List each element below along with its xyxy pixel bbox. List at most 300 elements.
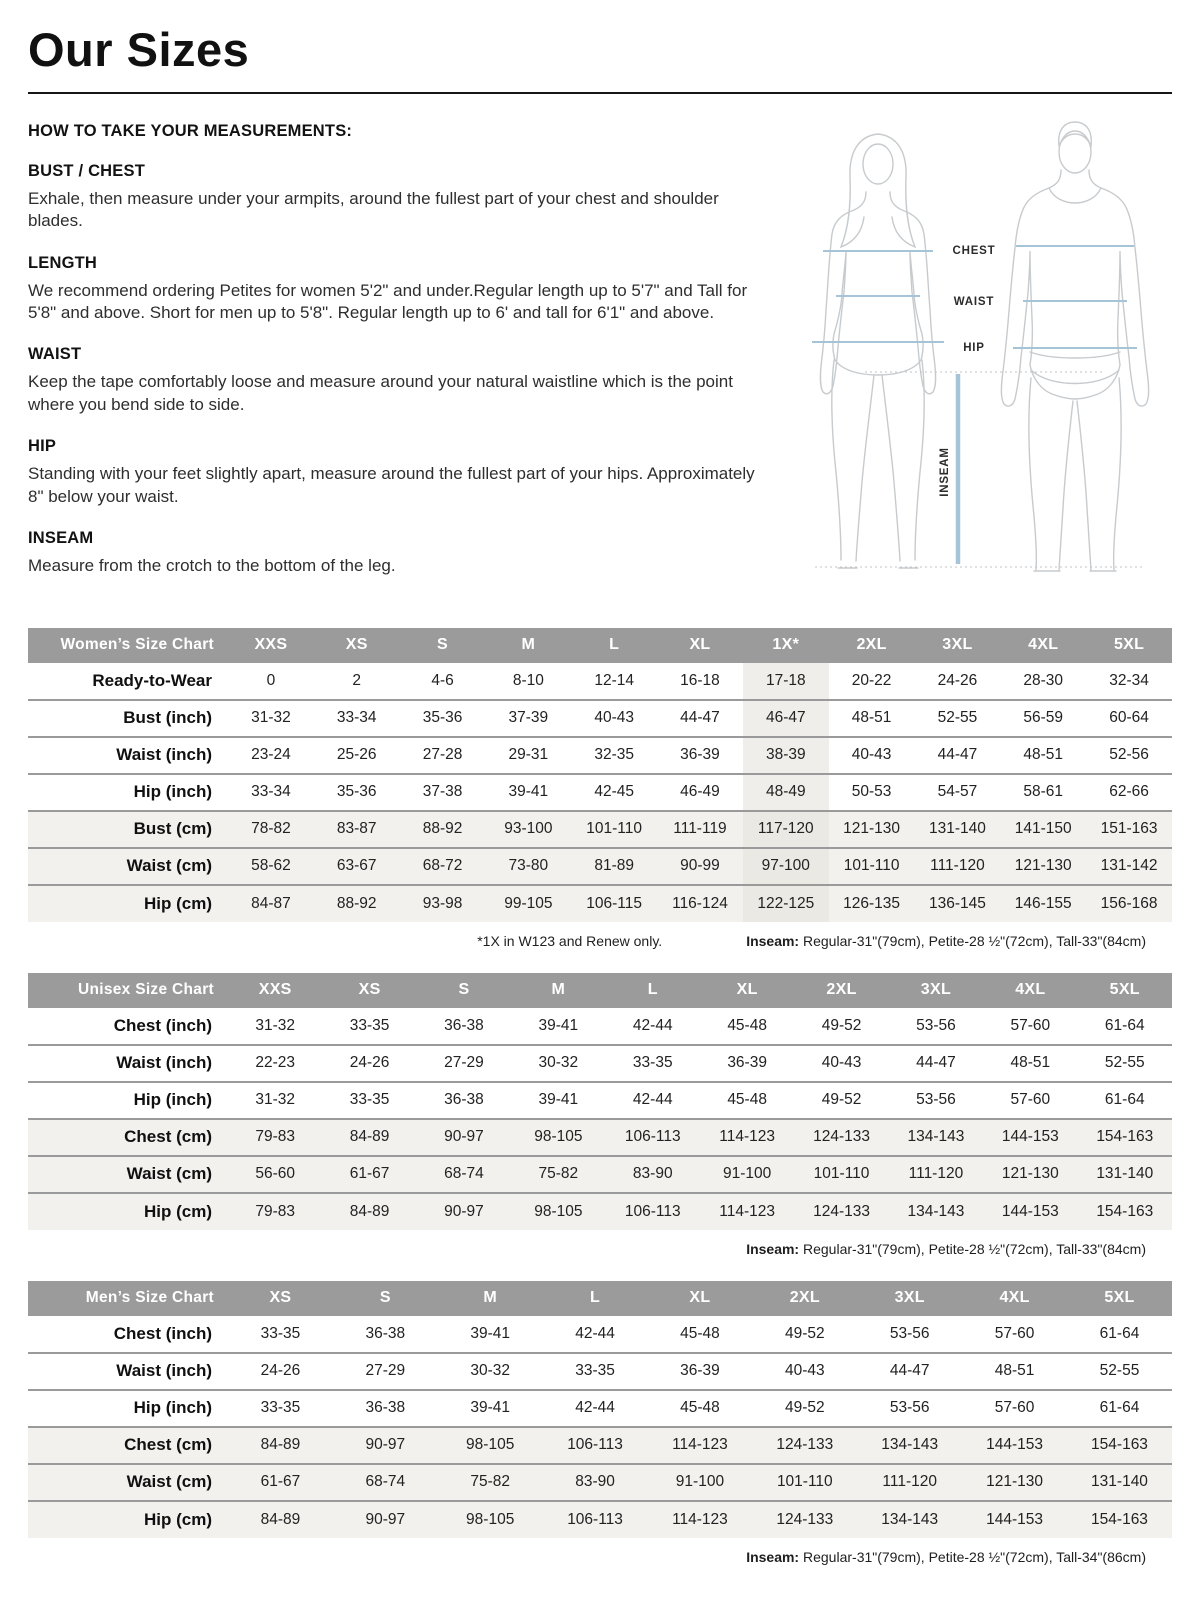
size-cell: 35-36: [422, 709, 463, 727]
size-column-header: 2XL: [752, 1281, 857, 1316]
row-label: Waist (inch): [116, 745, 212, 765]
table-row: [28, 1464, 1172, 1501]
table-title: Unisex Size Chart: [28, 973, 228, 1008]
size-cell: 63-67: [336, 857, 377, 875]
size-cell: 61-64: [1099, 1399, 1140, 1417]
womens-inseam-note: [746, 933, 1146, 949]
size-cell: 42-44: [575, 1399, 615, 1417]
size-cell: 121-130: [986, 1473, 1043, 1491]
size-cell: 75-82: [538, 1165, 579, 1183]
size-column-header: M: [485, 628, 571, 663]
table-row: [28, 774, 1172, 811]
table-row: [28, 1427, 1172, 1464]
size-cell: 101-110: [813, 1165, 870, 1183]
size-cell: 44-47: [937, 746, 978, 764]
size-cell: 131-140: [1091, 1473, 1148, 1491]
inseam-label: INSEAM: [939, 446, 951, 497]
size-cell: 121-130: [1014, 857, 1072, 875]
instructions-heading: HOW TO TAKE YOUR MEASUREMENTS:: [28, 121, 353, 140]
size-cell: 8-10: [512, 671, 544, 689]
size-cell: 98-105: [466, 1510, 515, 1528]
size-cell: 156-168: [1100, 894, 1158, 912]
size-cell: 81-89: [594, 857, 634, 875]
size-cell: 42-44: [632, 1016, 673, 1034]
size-cell: 25-26: [336, 746, 377, 764]
section-waist: [28, 345, 774, 416]
size-cell: 91-100: [675, 1473, 725, 1491]
size-cell: 36-38: [444, 1091, 484, 1109]
size-cell: 31-32: [251, 709, 291, 727]
size-cell: 46-47: [743, 700, 829, 737]
size-cell: 114-123: [672, 1436, 728, 1454]
inseam-note-text: Regular-31"(79cm), Petite-28 ½"(72cm), Tall-34"(86cm): [803, 1548, 1146, 1565]
row-label: Hip (cm): [144, 893, 212, 913]
size-cell: 52-55: [1104, 1054, 1145, 1072]
size-cell: 16-18: [680, 671, 720, 689]
size-cell: 58-62: [251, 857, 291, 875]
size-column-header: S: [333, 1281, 438, 1316]
measurement-instructions: [28, 120, 774, 578]
table-title: Men’s Size Chart: [28, 1281, 228, 1316]
row-label: Waist (inch): [116, 1361, 212, 1381]
size-cell: 42-44: [632, 1091, 673, 1109]
size-cell: 33-35: [260, 1399, 301, 1417]
size-column-header: 5XL: [1086, 628, 1172, 663]
man-figure: [1001, 122, 1148, 571]
inseam-note-text: Regular-31"(79cm), Petite-28 ½"(72cm), Tall-33"(84cm): [803, 1240, 1146, 1257]
size-cell: 44-47: [889, 1362, 930, 1380]
womens-1x-note: *1X in W123 and Renew only.: [477, 932, 663, 949]
size-cell: 111-120: [882, 1473, 937, 1491]
size-cell: 90-97: [444, 1128, 484, 1146]
measurement-guide-section: [28, 120, 1172, 578]
size-cell: 36-38: [365, 1324, 406, 1342]
size-cell: 106-113: [567, 1510, 623, 1528]
size-column-header: M: [438, 1281, 543, 1316]
size-cell: 29-31: [508, 746, 549, 764]
size-column-header: XXS: [228, 973, 322, 1008]
size-cell: 98-105: [534, 1128, 583, 1146]
table-row: [28, 848, 1172, 885]
table-row: [28, 737, 1172, 774]
size-cell: 114-123: [672, 1510, 728, 1528]
size-cell: 97-100: [743, 848, 829, 885]
title-divider: [28, 92, 1172, 94]
size-cell: 101-110: [586, 820, 643, 838]
size-cell: 134-143: [907, 1128, 965, 1146]
table-row: [28, 1156, 1172, 1193]
size-cell: 116-124: [672, 894, 728, 912]
size-cell: 84-89: [260, 1436, 301, 1454]
size-cell: 144-153: [986, 1436, 1043, 1454]
size-column-header: 4XL: [1000, 628, 1086, 663]
size-cell: 91-100: [723, 1165, 772, 1183]
size-cell: 40-43: [851, 746, 892, 764]
row-label: Chest (inch): [113, 1015, 212, 1035]
size-cell: 24-26: [349, 1054, 390, 1072]
size-cell: 88-92: [422, 820, 463, 838]
size-cell: 111-120: [930, 857, 985, 875]
size-column-header: XL: [700, 973, 794, 1008]
size-cell: 99-105: [504, 894, 553, 912]
size-cell: 68-74: [444, 1165, 484, 1183]
section-body: Exhale, then measure under your armpits, around the fullest part of your chest and shoulder blades.: [28, 188, 719, 231]
waist-label: WAIST: [953, 295, 995, 308]
size-cell: 114-123: [719, 1202, 776, 1220]
unisex-size-chart-wrap: [28, 973, 1172, 1230]
table-row: [28, 1119, 1172, 1156]
size-cell: 50-53: [851, 783, 892, 801]
size-cell: 33-34: [251, 783, 291, 801]
table-header-row: [28, 628, 1172, 663]
table-row: [28, 1082, 1172, 1119]
size-cell: 2: [352, 671, 362, 689]
mens-size-chart-wrap: [28, 1281, 1172, 1538]
size-cell: 83-90: [632, 1165, 673, 1183]
section-body: Keep the tape comfortably loose and measure around your natural waistline which is the point where you bend side to side.: [28, 372, 733, 414]
size-cell: 93-100: [504, 820, 553, 838]
size-cell: 46-49: [680, 783, 720, 801]
table-row: [28, 1316, 1172, 1353]
size-cell: 37-39: [508, 709, 549, 727]
size-cell: 49-52: [821, 1091, 862, 1109]
table-row: [28, 1353, 1172, 1390]
size-cell: 61-67: [349, 1165, 390, 1183]
table-row: [28, 700, 1172, 737]
table-row: [28, 1008, 1172, 1045]
size-cell: 61-64: [1099, 1324, 1140, 1342]
table-row: [28, 1193, 1172, 1230]
size-cell: 48-51: [1010, 1054, 1051, 1072]
size-cell: 121-130: [1001, 1165, 1059, 1183]
size-column-header: XL: [648, 1281, 753, 1316]
size-cell: 39-41: [470, 1324, 511, 1342]
size-cell: 131-140: [1096, 1165, 1154, 1183]
size-cell: 68-74: [365, 1473, 406, 1491]
unisex-size-chart: [28, 973, 1172, 1230]
size-cell: 52-55: [1099, 1362, 1140, 1380]
size-cell: 136-145: [928, 894, 986, 912]
table-row: [28, 1390, 1172, 1427]
size-cell: 111-119: [673, 820, 727, 838]
size-column-header: XL: [657, 628, 743, 663]
size-cell: 124-133: [776, 1436, 834, 1454]
size-cell: 83-87: [336, 820, 377, 838]
size-cell: 33-35: [260, 1324, 301, 1342]
size-cell: 106-113: [624, 1202, 681, 1220]
size-cell: 40-43: [594, 709, 634, 727]
size-column-header: 4XL: [962, 1281, 1067, 1316]
row-label: Ready-to-Wear: [92, 670, 212, 690]
size-cell: 117-120: [743, 811, 829, 848]
size-cell: 48-49: [743, 774, 829, 811]
inseam-note-text: Regular-31"(79cm), Petite-28 ½"(72cm), Tall-33"(84cm): [803, 932, 1146, 949]
size-cell: 17-18: [743, 663, 829, 700]
row-label: Waist (cm): [126, 1472, 212, 1492]
size-cell: 31-32: [255, 1091, 296, 1109]
size-column-header: XS: [228, 1281, 333, 1316]
unisex-inseam-note: [746, 1241, 1146, 1257]
size-cell: 84-87: [251, 894, 291, 912]
section-length: [28, 254, 774, 325]
size-cell: 36-39: [680, 746, 720, 764]
size-cell: 84-89: [349, 1128, 390, 1146]
table-row: [28, 1045, 1172, 1082]
table-header-row: [28, 1281, 1172, 1316]
size-cell: 68-72: [422, 857, 463, 875]
size-cell: 57-60: [994, 1399, 1035, 1417]
womens-size-chart-wrap: [28, 628, 1172, 922]
mens-footnotes: [28, 1549, 1146, 1565]
size-cell: 40-43: [784, 1362, 825, 1380]
section-body: Measure from the crotch to the bottom of the leg.: [28, 556, 396, 576]
section-title: HIP: [28, 437, 57, 456]
size-cell: 49-52: [784, 1324, 825, 1342]
size-cell: 52-55: [937, 709, 978, 727]
size-cell: 44-47: [916, 1054, 956, 1072]
size-cell: 144-153: [986, 1510, 1043, 1528]
size-cell: 42-45: [594, 783, 634, 801]
table-row: [28, 885, 1172, 922]
size-cell: 33-35: [575, 1362, 615, 1380]
row-label: Hip (cm): [144, 1201, 212, 1221]
size-cell: 42-44: [575, 1324, 615, 1342]
size-cell: 36-38: [365, 1399, 406, 1417]
row-label: Bust (cm): [133, 819, 212, 839]
size-cell: 0: [266, 671, 276, 689]
size-cell: 61-64: [1104, 1091, 1145, 1109]
size-cell: 37-38: [422, 783, 463, 801]
size-cell: 45-48: [727, 1016, 767, 1034]
size-cell: 40-43: [821, 1054, 862, 1072]
size-cell: 101-110: [776, 1473, 833, 1491]
size-cell: 52-56: [1109, 746, 1149, 764]
size-cell: 114-123: [719, 1128, 776, 1146]
size-column-header: 3XL: [857, 1281, 962, 1316]
size-cell: 131-142: [1100, 857, 1158, 875]
womens-size-chart: [28, 628, 1172, 922]
row-label: Hip (inch): [133, 1398, 212, 1418]
size-cell: 79-83: [255, 1128, 296, 1146]
section-bust-chest: [28, 162, 774, 233]
row-label: Hip (inch): [133, 782, 212, 802]
size-cell: 36-39: [727, 1054, 767, 1072]
size-cell: 154-163: [1091, 1436, 1148, 1454]
size-cell: 23-24: [251, 746, 291, 764]
row-label: Chest (inch): [113, 1323, 212, 1343]
size-cell: 57-60: [1010, 1091, 1051, 1109]
size-cell: 154-163: [1096, 1202, 1154, 1220]
size-column-header: 1X*: [743, 628, 829, 663]
size-cell: 33-35: [349, 1091, 390, 1109]
size-cell: 32-34: [1109, 671, 1149, 689]
size-cell: 53-56: [916, 1016, 956, 1034]
size-cell: 33-35: [349, 1016, 390, 1034]
section-title: INSEAM: [28, 529, 94, 548]
size-cell: 33-34: [336, 709, 377, 727]
size-cell: 39-41: [538, 1091, 579, 1109]
size-cell: 134-143: [881, 1510, 939, 1528]
page-title: Our Sizes: [28, 23, 250, 76]
size-cell: 98-105: [466, 1436, 515, 1454]
size-cell: 73-80: [508, 857, 549, 875]
size-cell: 151-163: [1100, 820, 1158, 838]
size-cell: 24-26: [260, 1362, 301, 1380]
size-cell: 44-47: [680, 709, 720, 727]
size-cell: 12-14: [594, 671, 634, 689]
size-cell: 79-83: [255, 1202, 296, 1220]
mens-inseam-note: [746, 1549, 1146, 1565]
size-cell: 30-32: [470, 1362, 511, 1380]
size-column-header: 5XL: [1067, 1281, 1172, 1316]
section-body: We recommend ordering Petites for women 5'2" and under.Regular length up to 5'7" and Tall for 5'8" and above. Short for men up to 5'8". Regular length up to 6' and tall for 6'1" and above.: [28, 280, 748, 322]
size-cell: 83-90: [575, 1473, 615, 1491]
size-cell: 45-48: [680, 1399, 720, 1417]
size-column-header: L: [571, 628, 657, 663]
size-column-header: XS: [314, 628, 400, 663]
row-label: Waist (cm): [126, 1164, 212, 1184]
row-label: Chest (cm): [124, 1127, 212, 1147]
size-cell: 48-51: [994, 1362, 1035, 1380]
inseam-note-label: Inseam:: [746, 932, 800, 949]
table-title: Women’s Size Chart: [28, 628, 228, 663]
size-cell: 122-125: [743, 885, 829, 922]
size-column-header: 3XL: [889, 973, 983, 1008]
size-cell: 154-163: [1091, 1510, 1148, 1528]
size-cell: 27-29: [444, 1054, 484, 1072]
size-cell: 58-61: [1023, 783, 1064, 801]
size-cell: 90-99: [680, 857, 720, 875]
unisex-footnotes: [28, 1241, 1146, 1257]
size-cell: 88-92: [336, 894, 377, 912]
size-charts-section: [28, 628, 1172, 1565]
row-label: Hip (cm): [144, 1509, 212, 1529]
size-cell: 84-89: [260, 1510, 301, 1528]
size-cell: 4-6: [431, 671, 454, 689]
size-cell: 36-38: [444, 1016, 484, 1034]
size-column-header: L: [543, 1281, 648, 1316]
size-cell: 53-56: [889, 1399, 930, 1417]
measurement-figures-diagram: [790, 120, 1172, 578]
size-cell: 75-82: [470, 1473, 511, 1491]
size-cell: 22-23: [255, 1054, 296, 1072]
size-cell: 45-48: [727, 1091, 767, 1109]
size-cell: 61-67: [260, 1473, 301, 1491]
size-column-header: L: [606, 973, 700, 1008]
size-cell: 124-133: [813, 1202, 870, 1220]
size-cell: 90-97: [365, 1510, 406, 1528]
size-cell: 54-57: [937, 783, 978, 801]
size-cell: 27-29: [365, 1362, 406, 1380]
size-cell: 48-51: [1023, 746, 1064, 764]
mens-size-chart: [28, 1281, 1172, 1538]
table-row: [28, 811, 1172, 848]
table-row: [28, 1501, 1172, 1538]
size-cell: 146-155: [1014, 894, 1072, 912]
size-cell: 39-41: [508, 783, 549, 801]
size-cell: 93-98: [422, 894, 463, 912]
size-cell: 134-143: [907, 1202, 965, 1220]
size-cell: 124-133: [813, 1128, 870, 1146]
size-cell: 45-48: [680, 1324, 720, 1342]
size-cell: 134-143: [881, 1436, 939, 1454]
size-cell: 144-153: [1001, 1128, 1059, 1146]
row-label: Waist (cm): [126, 856, 212, 876]
row-label: Bust (inch): [123, 708, 212, 728]
size-cell: 124-133: [776, 1510, 834, 1528]
size-cell: 78-82: [251, 820, 291, 838]
size-cell: 39-41: [538, 1016, 579, 1034]
chest-label: CHEST: [952, 244, 996, 257]
size-column-header: 2XL: [829, 628, 915, 663]
size-cell: 32-35: [594, 746, 634, 764]
size-cell: 49-52: [821, 1016, 862, 1034]
size-cell: 53-56: [889, 1324, 930, 1342]
section-inseam: [28, 529, 774, 577]
section-title: BUST / CHEST: [28, 161, 145, 180]
size-cell: 106-113: [624, 1128, 681, 1146]
size-cell: 56-59: [1023, 709, 1064, 727]
size-cell: 101-110: [843, 857, 900, 875]
size-cell: 154-163: [1096, 1128, 1154, 1146]
section-title: WAIST: [28, 345, 82, 364]
size-cell: 131-140: [928, 820, 986, 838]
row-label: Waist (inch): [116, 1053, 212, 1073]
size-column-header: XXS: [228, 628, 314, 663]
size-column-header: 5XL: [1078, 973, 1172, 1008]
table-header-row: [28, 973, 1172, 1008]
row-label: Hip (inch): [133, 1090, 212, 1110]
size-cell: 20-22: [851, 671, 892, 689]
size-cell: 28-30: [1023, 671, 1064, 689]
inseam-note-label: Inseam:: [746, 1548, 800, 1565]
size-cell: 106-113: [567, 1436, 623, 1454]
size-column-header: XS: [322, 973, 416, 1008]
size-cell: 57-60: [1010, 1016, 1051, 1034]
size-cell: 39-41: [470, 1399, 511, 1417]
inseam-note-label: Inseam:: [746, 1240, 800, 1257]
size-cell: 48-51: [851, 709, 892, 727]
size-cell: 144-153: [1001, 1202, 1059, 1220]
figures-svg: [790, 120, 1172, 575]
size-cell: 57-60: [994, 1324, 1035, 1342]
size-column-header: 3XL: [915, 628, 1001, 663]
size-cell: 141-150: [1014, 820, 1072, 838]
size-cell: 49-52: [784, 1399, 825, 1417]
size-cell: 38-39: [743, 737, 829, 774]
size-cell: 60-64: [1109, 709, 1149, 727]
section-hip: [28, 437, 774, 508]
size-cell: 36-39: [680, 1362, 720, 1380]
size-column-header: 4XL: [983, 973, 1077, 1008]
size-cell: 53-56: [916, 1091, 956, 1109]
size-cell: 31-32: [255, 1016, 296, 1034]
size-cell: 98-105: [534, 1202, 583, 1220]
size-cell: 27-28: [422, 746, 463, 764]
woman-figure: [812, 134, 944, 568]
size-cell: 90-97: [365, 1436, 406, 1454]
size-cell: 35-36: [336, 783, 377, 801]
size-cell: 84-89: [349, 1202, 390, 1220]
size-cell: 121-130: [843, 820, 901, 838]
size-cell: 111-120: [908, 1165, 964, 1183]
row-label: Chest (cm): [124, 1435, 212, 1455]
size-column-header: S: [417, 973, 511, 1008]
table-row: [28, 663, 1172, 700]
womens-footnotes: [28, 933, 1146, 949]
size-cell: 56-60: [255, 1165, 296, 1183]
size-column-header: 2XL: [794, 973, 888, 1008]
